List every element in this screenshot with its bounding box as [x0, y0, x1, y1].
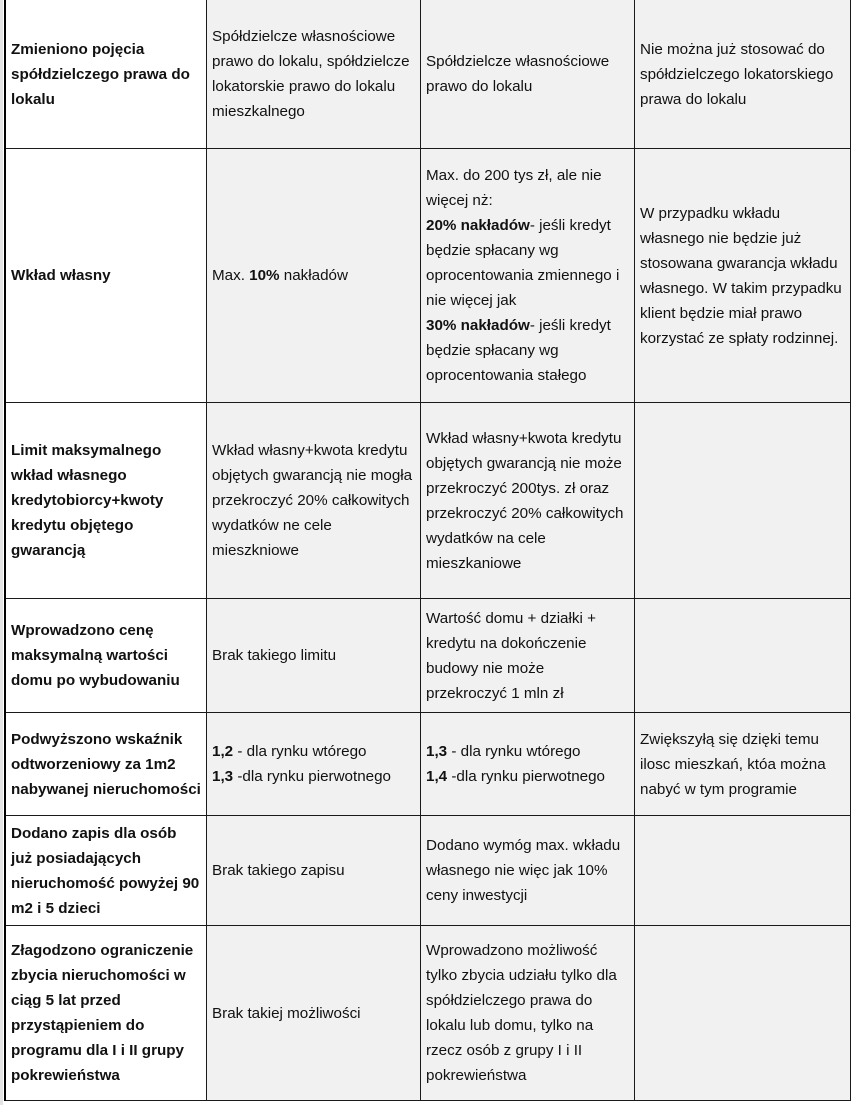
before-text: Wkład własny+kwota kredytu objętych gwarancją nie mogła przekroczyć 20% całkowitych wydatków ne cele mieszkniowe	[212, 442, 413, 559]
comment-text: Nie można już stosować do spółdzielczego lokatorskiego prawa do lokalu	[640, 40, 834, 108]
after-text: -dla rynku pierwotnego	[447, 768, 605, 785]
table-row	[5, 403, 851, 599]
table-row	[5, 149, 851, 403]
before-line	[212, 764, 415, 789]
after-emphasis: 20% nakładów	[426, 217, 530, 234]
change-cell[interactable]	[5, 149, 207, 403]
after-text: Wkład własny+kwota kredytu objętych gwarancją nie może przekroczyć 200tys. zł oraz przekroczyć 20% całkowitych wydatków na cele mieszkaniowe	[426, 429, 624, 572]
before-cell[interactable]	[207, 0, 421, 149]
comment-text: W przypadku wkładu własnego nie będzie już stosowana gwarancja wkładu własnego. W takim przypadku klient będzie miał prawo korzystać ze spłaty rodzinnej.	[640, 204, 842, 347]
after-cell[interactable]	[421, 149, 635, 403]
after-text: - dla rynku wtórego	[447, 743, 581, 760]
after-cell[interactable]	[421, 713, 635, 816]
before-text: Spółdzielcze własnościowe prawo do lokalu, spółdzielcze lokatorskie prawo do lokalu mieszkalnego	[212, 28, 410, 120]
table-row	[5, 713, 851, 816]
after-cell[interactable]	[421, 599, 635, 713]
before-emphasis: 1,3	[212, 768, 234, 785]
before-text: nakładów	[279, 267, 348, 284]
comment-cell[interactable]	[635, 0, 851, 149]
comment-cell[interactable]	[635, 713, 851, 816]
before-emphasis: 1,2	[212, 743, 234, 760]
after-emphasis: 1,4	[426, 768, 448, 785]
before-cell[interactable]	[207, 713, 421, 816]
comparison-table	[4, 0, 851, 1101]
comment-text: Zwiększyłą się dzięki temu ilosc mieszkań, któa można nabyć w tym programie	[640, 730, 826, 798]
after-cell[interactable]	[421, 926, 635, 1101]
before-cell[interactable]	[207, 403, 421, 599]
after-line	[426, 163, 629, 213]
comment-cell[interactable]	[635, 599, 851, 713]
after-text: Max. do 200 tys zł, ale nie więcej nż:	[426, 167, 602, 209]
before-text: Brak takiej możliwości	[212, 1004, 361, 1022]
before-cell[interactable]	[207, 149, 421, 403]
table-row	[5, 599, 851, 713]
change-cell[interactable]	[5, 816, 207, 926]
before-emphasis: 10%	[249, 267, 280, 284]
change-text: Złagodzono ograniczenie zbycia nieruchomości w ciąg 5 lat przed przystąpieniem do programu dla I i II grupy pokrewieństwa	[11, 942, 194, 1084]
after-emphasis: 1,3	[426, 743, 448, 760]
after-line	[426, 764, 629, 789]
after-line	[426, 739, 629, 764]
before-cell[interactable]	[207, 599, 421, 713]
change-text: Limit maksymalnego wkład własnego kredytobiorcy+kwoty kredytu objętego gwarancją	[11, 442, 164, 559]
comment-cell[interactable]	[635, 816, 851, 926]
change-text: Wkład własny	[11, 267, 111, 284]
after-text: - jeśli kredyt będzie spłacany wg oprocentowania stałego	[426, 317, 611, 384]
comment-cell[interactable]	[635, 403, 851, 599]
before-text: Brak takiego limitu	[212, 647, 337, 664]
change-cell[interactable]	[5, 403, 207, 599]
after-cell[interactable]	[421, 816, 635, 926]
before-text: - dla rynku wtórego	[233, 743, 367, 760]
change-text: Zmieniono pojęcia spółdzielczego prawa do lokalu	[11, 40, 190, 108]
table-row	[5, 816, 851, 926]
table-row	[5, 926, 851, 1101]
change-text: Dodano zapis dla osób już posiadających nieruchomość powyżej 90 m2 i 5 dzieci	[11, 824, 200, 917]
after-line	[426, 313, 629, 388]
comment-cell[interactable]	[635, 149, 851, 403]
before-cell[interactable]	[207, 926, 421, 1101]
after-cell[interactable]	[421, 403, 635, 599]
change-cell[interactable]	[5, 0, 207, 149]
sheet-gridline	[0, 0, 3, 1105]
after-text: Wprowadzono możliwość tylko zbycia udziału tylko dla spółdzielczego prawa do lokalu lub domu, tylko na rzecz osób z grupy I i II pokrewieństwa	[426, 942, 617, 1084]
after-text: Wartość domu + działki + kredytu na dokończenie budowy nie może przekroczyć 1 mln zł	[426, 609, 596, 702]
after-cell[interactable]	[421, 0, 635, 149]
change-text: Podwyższono wskaźnik odtworzeniowy za 1m2 nabywanej nieruchomości	[11, 730, 201, 798]
before-text: -dla rynku pierwotnego	[233, 768, 391, 785]
before-line	[212, 739, 415, 764]
before-text: Max.	[212, 267, 250, 284]
before-text: Brak takiego zapisu	[212, 862, 345, 879]
after-emphasis: 30% nakładów	[426, 317, 530, 334]
change-cell[interactable]	[5, 713, 207, 816]
change-text: Wprowadzono cenę maksymalną wartości domu po wybudowaniu	[11, 622, 180, 689]
after-text: Spółdzielcze własnościowe prawo do lokalu	[426, 53, 610, 95]
comment-cell[interactable]	[635, 926, 851, 1101]
before-cell[interactable]	[207, 816, 421, 926]
after-text: Dodano wymóg max. wkładu własnego nie więc jak 10% ceny inwestycji	[426, 837, 621, 904]
table-row	[5, 0, 851, 149]
after-text: - jeśli kredyt będzie spłacany wg oprocentowania zmiennego i nie więcej jak	[426, 217, 620, 309]
change-cell[interactable]	[5, 926, 207, 1101]
change-cell[interactable]	[5, 599, 207, 713]
after-line	[426, 213, 629, 313]
